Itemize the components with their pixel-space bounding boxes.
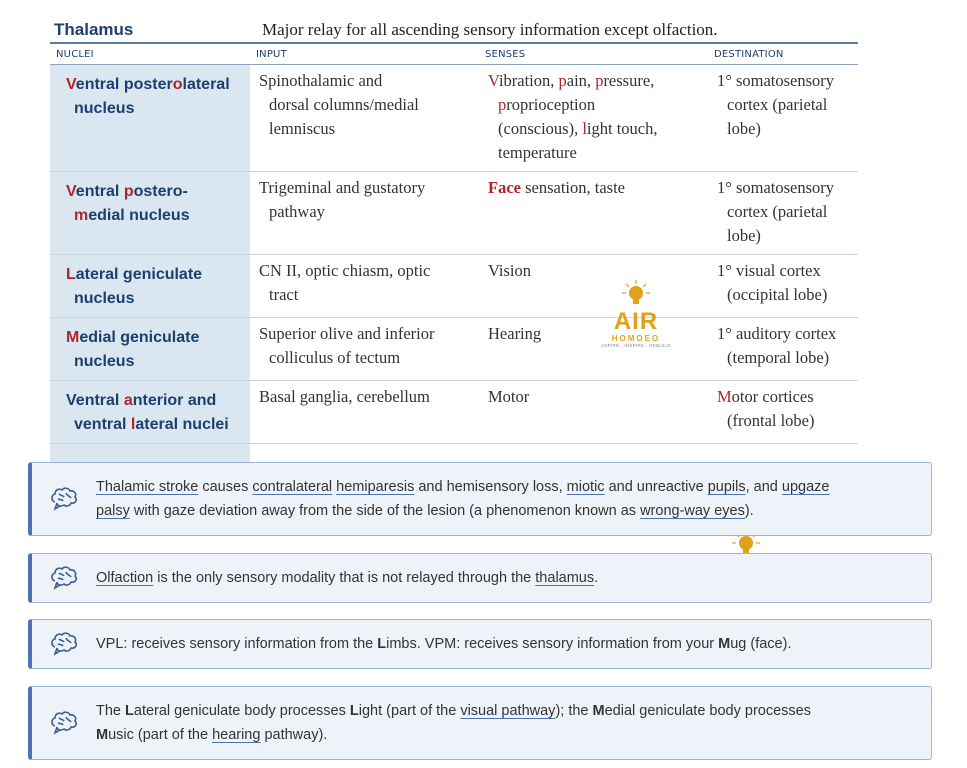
mnemonic-letter: p — [123, 183, 134, 200]
mnemonic-letter: L — [66, 266, 76, 283]
destination-line: cortex (parietal — [727, 95, 828, 114]
mnemonic-letter: o — [172, 76, 183, 93]
senses-cell — [479, 172, 708, 254]
table-row — [50, 255, 858, 318]
senses-cell — [479, 65, 708, 171]
brain-icon — [32, 486, 96, 512]
input-cell — [250, 172, 479, 254]
brain-icon — [32, 631, 96, 657]
glossary-link[interactable]: thalamus — [535, 570, 595, 586]
mnemonic-letter: p — [558, 71, 567, 90]
mnemonic-letter: M — [66, 329, 80, 346]
nucleus-text: nterior and — [132, 392, 217, 409]
nucleus-text: nucleus — [74, 100, 135, 117]
watermark-text: AIR — [613, 308, 659, 335]
destination-line: (occipital lobe) — [727, 285, 828, 304]
table-row — [50, 318, 858, 381]
input-line: dorsal columns/medial — [269, 95, 419, 114]
senses-text: Hearing — [488, 324, 542, 343]
table-row — [50, 65, 858, 172]
senses-cell — [479, 255, 708, 317]
glossary-link[interactable]: hemiparesis — [336, 479, 415, 495]
column-headers — [50, 44, 858, 64]
nucleus-text: nucleus — [74, 353, 135, 370]
mnemonic-letter: l — [582, 119, 587, 138]
destination-cell — [708, 172, 858, 254]
nucleus-text: ateral nuclei — [135, 416, 229, 433]
lightbulb-icon — [600, 280, 672, 310]
nucleus-cell — [50, 381, 250, 443]
note-text: VPL: receives sensory information from the Limbs. VPM: receives sensory information from your Mug (face). — [96, 636, 792, 652]
glossary-link[interactable]: pupils — [707, 479, 746, 495]
input-line: colliculus of tectum — [269, 348, 401, 367]
input-line: Basal ganglia, cerebellum — [259, 387, 430, 406]
input-line: Spinothalamic and — [259, 71, 383, 90]
mnemonic-letter: V — [66, 183, 76, 200]
nucleus-text: ventral — [74, 416, 131, 433]
nucleus-text: Ventral — [66, 392, 124, 409]
destination-cell — [708, 65, 858, 171]
destination-line: 1° somatosensory — [717, 71, 835, 90]
senses-text: temperature — [498, 143, 577, 162]
input-line: tract — [269, 285, 299, 304]
mnemonic-letter: m — [74, 207, 89, 224]
header-destination: DESTINATION — [714, 48, 784, 60]
senses-text: ressure, — [603, 71, 655, 90]
glossary-link[interactable]: wrong-way eyes — [640, 503, 745, 519]
thalamus-table — [50, 14, 858, 466]
senses-cell — [479, 318, 708, 380]
nucleus-cell — [50, 255, 250, 317]
senses-text: Vision — [488, 261, 532, 280]
input-cell — [250, 318, 479, 380]
header-input: INPUT — [256, 48, 287, 60]
input-cell — [250, 255, 479, 317]
destination-cell — [708, 255, 858, 317]
mnemonic-letter: a — [123, 392, 133, 409]
note-text: Olfaction is the only sensory modality that is not relayed through the thalamus. — [96, 570, 599, 586]
senses-text: ight touch, — [586, 119, 658, 138]
nucleus-text: lateral — [182, 76, 230, 93]
glossary-link[interactable]: visual pathway — [460, 703, 556, 719]
destination-cell — [708, 318, 858, 380]
header-nuclei: NUCLEI — [56, 48, 94, 60]
nucleus-text: entral — [75, 183, 124, 200]
table-title-row — [50, 14, 858, 40]
input-line: CN II, optic chiasm, optic — [259, 261, 431, 280]
mnemonic-letter: p — [595, 71, 604, 90]
senses-text: sensation, taste — [520, 178, 626, 197]
destination-line: (frontal lobe) — [727, 411, 815, 430]
nucleus-text: edial nucleus — [88, 207, 190, 224]
senses-text: Motor — [488, 387, 530, 406]
brain-icon — [32, 710, 96, 736]
nucleus-text: nucleus — [74, 290, 135, 307]
senses-text: ain, — [566, 71, 596, 90]
nucleus-cell — [50, 318, 250, 380]
input-line: lemniscus — [269, 119, 335, 138]
nucleus-text: entral poster — [75, 76, 173, 93]
glossary-link[interactable]: upgaze — [781, 479, 830, 495]
glossary-link[interactable]: contralateral — [252, 479, 333, 495]
destination-line: 1° somatosensory — [717, 178, 835, 197]
mnemonic-letter: V — [488, 71, 499, 90]
mnemonic-letter: l — [130, 416, 136, 433]
glossary-link[interactable]: hearing — [212, 727, 261, 743]
destination-line: lobe) — [727, 119, 761, 138]
nucleus-cell — [50, 172, 250, 254]
note-text: Thalamic stroke causes contralateral hemiparesis and hemisensory loss, miotic and unreactive pupils, and upgaze palsy with gaze deviation away from the side of the lesion (a phenomenon known as wrong-way eyes). — [96, 479, 830, 519]
nucleus-text: ostero- — [133, 183, 188, 200]
brain-icon — [32, 565, 96, 591]
input-line: Trigeminal and gustatory — [259, 178, 426, 197]
mnemonic-letter: V — [66, 76, 76, 93]
mnemonic-letter: p — [498, 95, 507, 114]
glossary-link[interactable]: Thalamic stroke — [96, 479, 199, 495]
watermark-tagline: ASPIRE · INSPIRE · REBUILD — [601, 343, 671, 348]
destination-cell — [708, 381, 858, 443]
header-senses: SENSES — [485, 48, 526, 60]
watermark-subtext: HOMOEO — [611, 334, 661, 343]
destination-line: 1° auditory cortex — [717, 324, 837, 343]
input-line: Superior olive and inferior — [259, 324, 435, 343]
glossary-link[interactable]: miotic — [566, 479, 605, 495]
note-card — [28, 686, 932, 760]
destination-line: 1° visual cortex — [717, 261, 821, 280]
watermark-logo — [600, 280, 672, 348]
senses-text: ibration, — [498, 71, 559, 90]
note-card — [28, 553, 932, 603]
table-row — [50, 172, 858, 255]
destination-line: (temporal lobe) — [727, 348, 830, 367]
input-line: pathway — [269, 202, 325, 221]
table-description: Major relay for all ascending sensory information except olfaction. — [262, 20, 718, 39]
nucleus-text: ateral geniculate — [75, 266, 203, 283]
table-title: Thalamus — [54, 20, 134, 39]
senses-cell — [479, 381, 708, 443]
glossary-link[interactable]: Olfaction — [96, 570, 154, 586]
destination-line: cortex (parietal — [727, 202, 828, 221]
senses-text: (conscious), — [498, 119, 583, 138]
nucleus-text: edial geniculate — [79, 329, 200, 346]
senses-text: roprioception — [506, 95, 596, 114]
note-text: The Lateral geniculate body processes Light (part of the visual pathway); the Medial geniculate body processes Music (part of the hearing pathway). — [96, 703, 811, 743]
input-cell — [250, 381, 479, 443]
glossary-link[interactable]: palsy — [96, 503, 130, 519]
input-cell — [250, 65, 479, 171]
note-card — [28, 462, 932, 536]
nucleus-cell — [50, 65, 250, 171]
table-row — [50, 381, 858, 444]
destination-line: lobe) — [727, 226, 761, 245]
note-card — [28, 619, 932, 669]
destination-line: otor cortices — [731, 387, 814, 406]
mnemonic-letter: Face — [488, 178, 521, 197]
mnemonic-letter: M — [717, 387, 732, 406]
